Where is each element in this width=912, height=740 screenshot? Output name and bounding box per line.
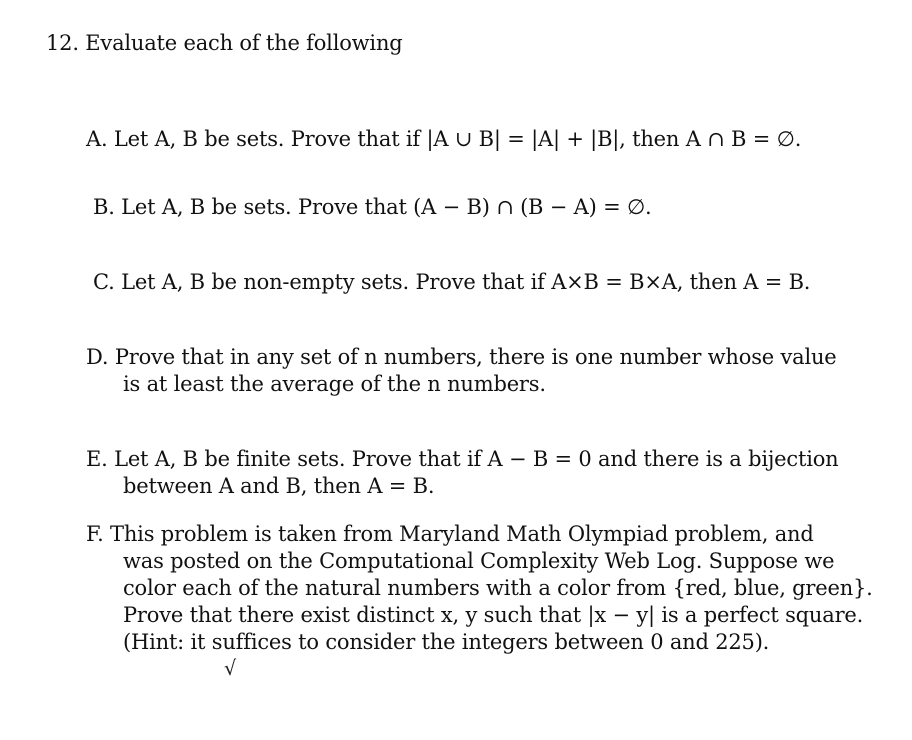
problem-f-line-3: color each of the natural numbers with a color from {red, blue, green}. bbox=[123, 576, 873, 600]
problem-c bbox=[93, 269, 853, 296]
problem-b bbox=[93, 194, 853, 221]
problem-a bbox=[86, 126, 846, 153]
problem-f-line-2: was posted on the Computational Complexity Web Log. Suppose we bbox=[123, 549, 835, 573]
problem-f-line-1: F. This problem is taken from Maryland Math Olympiad problem, and bbox=[86, 522, 814, 546]
problem-f-line-4: Prove that there exist distinct x, y such that |x − y| is a perfect square. bbox=[123, 603, 864, 627]
problem-f-line-5: (Hint: it suffices to consider the integers between 0 and 225). bbox=[123, 630, 770, 654]
problem-e-line-1: E. Let A, B be finite sets. Prove that if A − B = 0 and there is a bijection bbox=[86, 447, 839, 471]
problem-d-line-2: is at least the average of the n numbers. bbox=[123, 372, 546, 396]
problem-c-line-1: C. Let A, B be non-empty sets. Prove that if A×B = B×A, then A = B. bbox=[93, 270, 811, 294]
problem-e-line-2: between A and B, then A = B. bbox=[123, 474, 435, 498]
problem-d bbox=[86, 344, 846, 398]
problem-d-line-1: D. Prove that in any set of n numbers, there is one number whose value bbox=[86, 345, 837, 369]
problem-f bbox=[86, 521, 873, 656]
problem-b-line-1: B. Let A, B be sets. Prove that (A − B) ∩ (B − A) = ∅. bbox=[93, 195, 652, 219]
section-heading: 12. Evaluate each of the following bbox=[46, 31, 403, 55]
problem-a-line-1: A. Let A, B be sets. Prove that if |A ∪ B| = |A| + |B|, then A ∩ B = ∅. bbox=[86, 127, 802, 151]
checkmark-annotation: √ bbox=[223, 655, 238, 681]
problem-e bbox=[86, 446, 846, 500]
